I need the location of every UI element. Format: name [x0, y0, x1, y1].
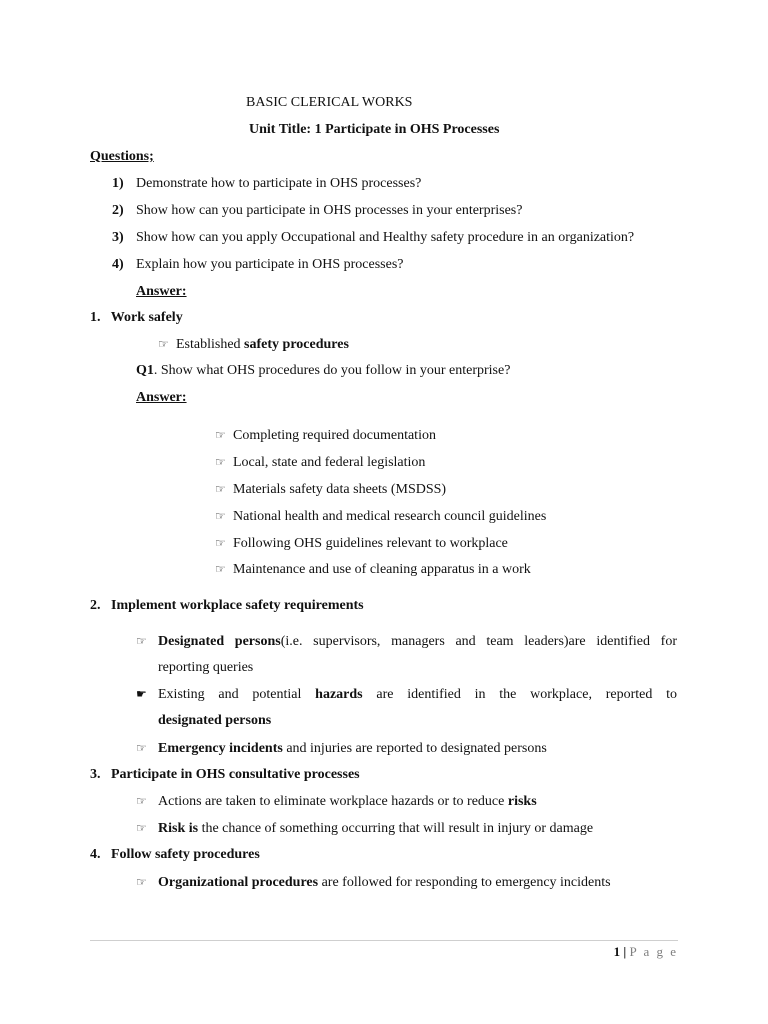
unit-title: Unit Title: 1 Participate in OHS Processes [249, 122, 500, 137]
pointing-hand-icon: ☞ [215, 482, 226, 496]
page-label: P a g e [629, 944, 678, 959]
question-item [112, 256, 404, 274]
pointing-hand-icon: ☞ [215, 509, 226, 523]
pointing-hand-icon: ☞ [215, 562, 226, 576]
question-number: 1) [112, 176, 124, 191]
question-number: 3) [112, 230, 124, 245]
bullet-continuation: reporting queries [158, 660, 254, 675]
question-text: Show how can you apply Occupational and Healthy safety procedure in an organization? [136, 230, 635, 245]
question-item [112, 175, 421, 193]
footer-divider [90, 940, 678, 941]
bullet-item: ☞ Emergency incidents and injuries are reported to designated persons [136, 741, 547, 756]
pointing-hand-icon: ☞ [215, 536, 226, 550]
document-title: BASIC CLERICAL WORKS [246, 95, 413, 110]
pointing-hand-icon: ☞ [136, 741, 147, 755]
section-heading-work-safely: 1. Work safely [90, 310, 183, 325]
question-item [112, 202, 522, 220]
bullet-item: ☞ Risk is the chance of something occurring that will result in injury or damage [136, 821, 594, 836]
pointing-hand-icon: ☞ [215, 455, 226, 469]
list-item: ☞ Following OHS guidelines relevant to workplace [215, 536, 508, 551]
question-text: Explain how you participate in OHS processes? [136, 257, 404, 272]
bullet-item: ☞ Designated persons(i.e. supervisors, managers and team leaders)are identified for [136, 634, 677, 649]
pointing-hand-icon: ☞ [136, 794, 147, 808]
question-item [112, 229, 634, 247]
pointing-hand-icon: ☞ [158, 337, 169, 351]
question-text: Show how can you participate in OHS processes in your enterprises? [136, 203, 523, 218]
pointing-hand-icon: ☞ [215, 428, 226, 442]
page-footer [614, 943, 678, 961]
pointing-hand-icon: ☞ [136, 821, 147, 835]
answer-label: Answer: [136, 284, 187, 299]
question-text: Demonstrate how to participate in OHS processes? [136, 176, 422, 191]
questions-heading: Questions; [90, 149, 154, 164]
list-item: ☞ Completing required documentation [215, 428, 436, 443]
list-item: ☞ Local, state and federal legislation [215, 455, 426, 470]
list-item: ☞ National health and medical research council guidelines [215, 509, 547, 524]
q1-line [136, 362, 510, 380]
q1-label: Q1 [136, 363, 154, 378]
bullet-item: ☞ Established safety procedures [158, 337, 349, 352]
bullet-continuation: designated persons [158, 713, 272, 728]
pointing-hand-icon: ☛ [136, 687, 147, 701]
page-number: 1 [613, 944, 621, 959]
question-number: 4) [112, 257, 124, 272]
section-heading-safety-procedures: 4. Follow safety procedures [90, 847, 260, 862]
bullet-item: ☞ Organizational procedures are followed for responding to emergency incidents [136, 875, 611, 890]
list-item: ☞ Maintenance and use of cleaning apparatus in a work [215, 562, 531, 577]
pointing-hand-icon: ☞ [136, 875, 147, 889]
section-heading-consultative: 3. Participate in OHS consultative processes [90, 767, 360, 782]
pointing-hand-icon: ☞ [136, 634, 147, 648]
page-separator: | [623, 944, 627, 959]
bullet-item: ☞ Actions are taken to eliminate workplace hazards or to reduce risks [136, 794, 537, 809]
answer-label: Answer: [136, 390, 187, 405]
q1-text: . Show what OHS procedures do you follow in your enterprise? [153, 363, 511, 378]
bullet-item: ☛ Existing and potential hazards are identified in the workplace, reported to [136, 687, 677, 702]
section-heading-workplace-safety: 2. Implement workplace safety requirements [90, 598, 364, 613]
list-item: ☞ Materials safety data sheets (MSDSS) [215, 482, 447, 497]
question-number: 2) [112, 203, 124, 218]
